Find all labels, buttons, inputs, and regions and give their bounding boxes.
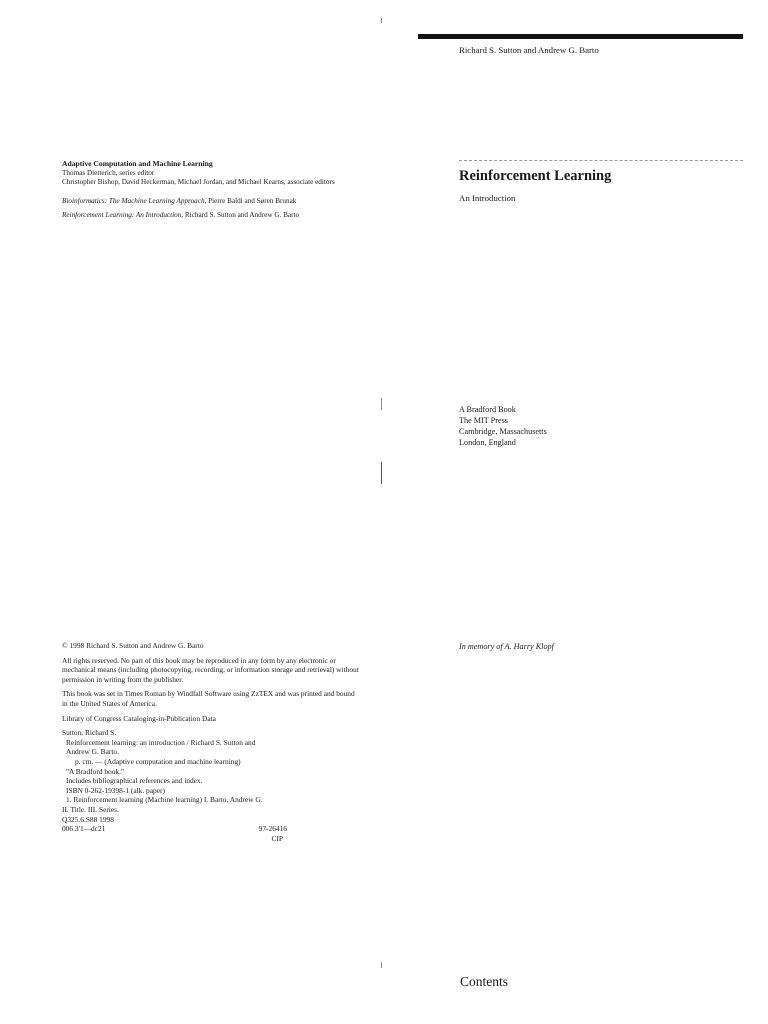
- lccn-number: 97-26416: [258, 824, 287, 834]
- cip-line: p. cm. — (Adaptive computation and machine learning): [75, 756, 241, 766]
- rights-statement: All rights reserved. No part of this book may be reproduced in any form by any electronic or mechanical means (including photocopying, recording, or information storage and retrieval) without permission in writing from the publisher.: [62, 655, 359, 684]
- series-book-title: Bioinformatics: The Machine Learning Approach,: [62, 196, 207, 205]
- series-book-authors: Pierre Baldi and Søren Brunak: [206, 196, 297, 205]
- cip-header: Library of Congress Cataloging-in-Publication Data: [62, 713, 216, 723]
- cip-line: Sutton, Richard S.: [62, 728, 117, 738]
- dedication: In memory of A. Harry Klopf: [459, 642, 554, 651]
- cip-line: Includes bibliographical references and index.: [66, 776, 203, 786]
- series-book-item: [62, 211, 392, 220]
- gutter-mark: [381, 962, 382, 968]
- cip-record: [62, 728, 362, 843]
- dewey-classification: 006.3'1—dc21: [62, 824, 106, 834]
- copyright-page: [62, 641, 362, 843]
- title-page-authors: Richard S. Sutton and Andrew G. Barto: [459, 45, 599, 55]
- gutter-mark: [381, 462, 382, 484]
- series-editor: Thomas Dietterich, series editor: [62, 169, 155, 177]
- cip-line: II. Title. III. Series.: [62, 804, 119, 814]
- cip-line: Andrew G. Barto.: [66, 747, 119, 757]
- cip-line: Reinforcement learning: an introduction / Richard S. Sutton and: [66, 737, 256, 747]
- gutter-mark: [381, 18, 382, 23]
- publisher-line: A Bradford Book: [459, 405, 516, 414]
- publisher-line: The MIT Press: [459, 416, 508, 425]
- book-title: Reinforcement Learning: [459, 168, 612, 184]
- book-subtitle: An Introduction: [459, 193, 516, 203]
- typesetting-note: This book was set in Times Roman by Windfall Software using ZzTEX and was printed and bound in the United States of America.: [62, 689, 355, 708]
- title-page-top-rule: [418, 34, 743, 39]
- cip-line: Q325.6.S88 1998: [62, 814, 114, 824]
- cip-line: 1. Reinforcement learning (Machine learning) I. Barto, Andrew G.: [66, 795, 263, 805]
- cip-classification-row: [62, 824, 287, 834]
- series-title: Adaptive Computation and Machine Learning: [62, 159, 213, 168]
- contents-heading: Contents: [460, 974, 509, 989]
- gutter-mark: [381, 398, 382, 410]
- copyright-notice: © 1998 Richard S. Sutton and Andrew G. Barto: [62, 641, 204, 650]
- series-book-title: Reinforcement Learning: An Introduction,: [62, 211, 184, 220]
- series-book-list: [62, 197, 392, 221]
- series-book-authors: Richard S. Sutton and Andrew G. Barto: [183, 211, 300, 220]
- publisher-line: London, England: [459, 438, 516, 447]
- cip-marker: CIP: [271, 833, 283, 843]
- cip-marker-row: [62, 834, 287, 844]
- cip-line: ISBN 0-262-19398-1 (alk. paper): [66, 785, 165, 795]
- publisher-line: Cambridge, Massachusetts: [459, 427, 547, 436]
- series-page: [62, 159, 392, 226]
- associate-editors: Christopher Bishop, David Heckerman, Michael Jordan, and Michael Kearns, associate editors: [62, 178, 335, 187]
- publisher-imprint: [459, 404, 547, 448]
- cip-line: "A Bradford book.": [66, 766, 124, 776]
- series-book-item: [62, 197, 392, 206]
- title-rule: [459, 160, 743, 161]
